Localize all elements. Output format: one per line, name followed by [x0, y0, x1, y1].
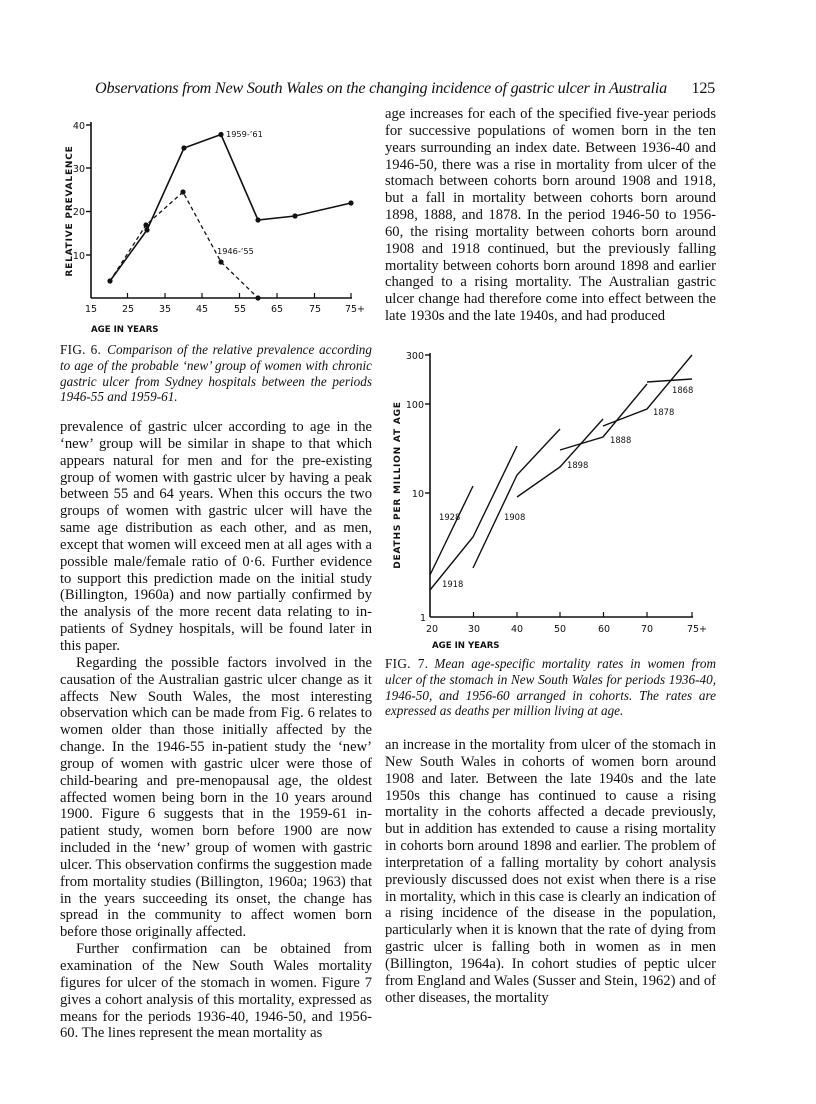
- fig6-series-label-1946-55: 1946-’55: [217, 246, 254, 256]
- right-column-bottom-text: [385, 737, 716, 1007]
- fig6-series-1946-55: [110, 189, 261, 300]
- fig6-ytick: 20: [72, 207, 85, 218]
- fig6-xtick: 65: [270, 304, 284, 315]
- fig7-xtick: 60: [597, 624, 611, 635]
- fig6-xtick: 25: [121, 304, 135, 315]
- fig7-xtick: 30: [467, 624, 481, 635]
- paragraph: Further confirmation can be obtained from examination of the New South Wales mortality figures for ulcer of the stomach in women. Figure 7 gives a cohort analysis of this mortality, expressed as means for the periods 1936-40, 1946-50, and 1956-60. The lines represent the mean mortality as: [60, 941, 372, 1042]
- figure-7-label: FIG. 7.: [385, 656, 429, 671]
- fig6-x-axis: [85, 293, 365, 335]
- cohort-label: 1928: [439, 512, 461, 522]
- running-head: [95, 79, 715, 101]
- figure-7-chart: [388, 345, 718, 650]
- fig7-ytick: 100: [405, 400, 424, 411]
- fig6-ytick: 30: [72, 164, 85, 175]
- fig6-ytick: 10: [72, 251, 85, 262]
- cohort-1888-line: [560, 384, 647, 450]
- fig6-ytick: 40: [72, 121, 85, 132]
- cohort-label: 1888: [610, 435, 632, 445]
- fig6-y-axis: [65, 121, 91, 298]
- cohort-label: 1908: [504, 512, 526, 522]
- running-head-title: Observations from New South Wales on the changing incidence of gastric ulcer in Australia: [95, 79, 667, 97]
- paragraph: prevalence of gastric ulcer according to age in the ‘new’ group will be similar in shape to that which appears natural for men and for the pre-existing group of women with gastric ulcer by having a peak between 55 and 64 years. When this occurs the two groups of women with gastric ulcer will have the same age distribution as each other, and as men, except that women will exceed men at all ages with a possible male/female ratio of 0·6. Further evidence to support this prediction made on the initial study (Billington, 1960a) and now partially confirmed by the analysis of the more recent data relating to in-patients of Sydney hospitals, will be found later in this paper.: [60, 419, 372, 654]
- fig7-xtick: 40: [510, 624, 524, 635]
- fig7-x-axis: [426, 612, 707, 650]
- fig6-series-1959-61: [107, 129, 353, 284]
- cohort-label: 1898: [567, 460, 589, 470]
- fig6-xtick: 15: [84, 304, 98, 315]
- right-column-top-text: [385, 106, 716, 325]
- page-number: 125: [691, 79, 715, 97]
- fig6-xtick: 45: [195, 304, 209, 315]
- cohort-label: 1878: [653, 407, 675, 417]
- figure-6-chart: [55, 112, 380, 337]
- fig7-y-axis: [393, 351, 430, 624]
- cohort-1928-line: [430, 486, 473, 575]
- figure-6-caption-text: Comparison of the relative prevalence according to age of the probable ‘new’ group of women with chronic gastric ulcer from Sydney hospitals between the periods 1946-55 and 1959-61.: [60, 342, 372, 405]
- fig6-xtick: 75+: [344, 304, 366, 315]
- fig6-xtick: 55: [233, 304, 247, 315]
- fig6-xtick: 35: [158, 304, 172, 315]
- fig6-xlabel: AGE IN YEARS: [91, 325, 159, 335]
- fig7-xtick: 70: [640, 624, 654, 635]
- fig7-xtick: 50: [553, 624, 567, 635]
- fig6-xtick: 75: [308, 304, 322, 315]
- figure-6-caption: [60, 342, 372, 405]
- fig7-ylabel: DEATHS PER MILLION AT AGE: [393, 401, 403, 569]
- fig7-xtick: 20: [425, 624, 439, 635]
- paragraph: an increase in the mortality from ulcer of the stomach in New South Wales in cohorts of women born around 1908 and later. Between the late 1940s and the late 1950s this change has continued to cause a rising mortality in the cohorts affected a decade previously, but in addition has extended to cause a rising mortality in cohorts born around 1898 and earlier. The problem of interpretation of a falling mortality by cohort analysis previously discussed does not exist when there is a rise in mortality, which in this case is clearly an indication of a rising incidence of the disease in the population, particularly when it is known that the rate of dying from gastric ulcer is falling both in women as in men (Billington, 1964a). In cohort studies of peptic ulcer from England and Wales (Susser and Stein, 1962) and of other diseases, the mortality: [385, 737, 716, 1006]
- fig7-ytick: 300: [405, 351, 424, 362]
- cohort-label: 1868: [672, 385, 694, 395]
- cohort-label: 1918: [442, 579, 464, 589]
- fig7-xtick: 75+: [686, 624, 708, 635]
- cohort-1898-line: [517, 419, 603, 497]
- fig6-series-label-1959-61: 1959-’61: [226, 129, 263, 139]
- fig7-ytick: 1: [419, 613, 426, 624]
- paragraph: age increases for each of the specified five-year periods for successive populations of women born in the ten years surrounding an index date. Between 1936-40 and 1946-50, there was a rise in mortality from ulcer of the stomach between cohorts born around 1908 and 1918, but a fall in mortality between cohorts born around 1898, 1888, and 1878. In the period 1946-50 to 1956-60, the rising mortality between cohorts born around 1908 and 1918 continued, but the previously falling mortality between cohorts born around 1898 and earlier changed to a rising mortality. The Australian gastric ulcer change had therefore come into effect between the late 1930s and the late 1940s, and had produced: [385, 106, 716, 325]
- left-column-text: [60, 419, 372, 1042]
- figure-6-label: FIG. 6.: [60, 342, 102, 357]
- figure-7-caption-text: Mean age-specific mortality rates in women from ulcer of the stomach in New South Wales for periods 1936-40, 1946-50, and 1956-60 arranged in cohorts. The rates are expressed as deaths per million living at age.: [385, 656, 716, 719]
- fig6-ylabel: RELATIVE PREVALENCE: [65, 145, 75, 277]
- figure-7-caption: [385, 656, 716, 719]
- cohort-1908-line: [473, 429, 560, 568]
- fig7-ytick: 10: [411, 489, 424, 500]
- paragraph: Regarding the possible factors involved in the causation of the Australian gastric ulcer change as it affects New South Wales, the most interesting observation which can be made from Fig. 6 relates to women older than those initially affected by the change. In the 1946-55 in-patient study the ‘new’ group of women with gastric ulcer were those of child-bearing and pre-menopausal age, the oldest affected women being born in the 10 years around 1900. Figure 6 suggests that in the 1959-61 in-patient study, women born before 1900 are now included in the ‘new’ group of women with gastric ulcer. This observation confirms the suggestion made from mortality studies (Billington, 1960a; 1963) that in the years succeeding its onset, the change has spread in the community to affect women born before those originally affected.: [60, 654, 372, 941]
- fig7-xlabel: AGE IN YEARS: [432, 641, 500, 650]
- fig7-cohort-lines: [430, 355, 692, 590]
